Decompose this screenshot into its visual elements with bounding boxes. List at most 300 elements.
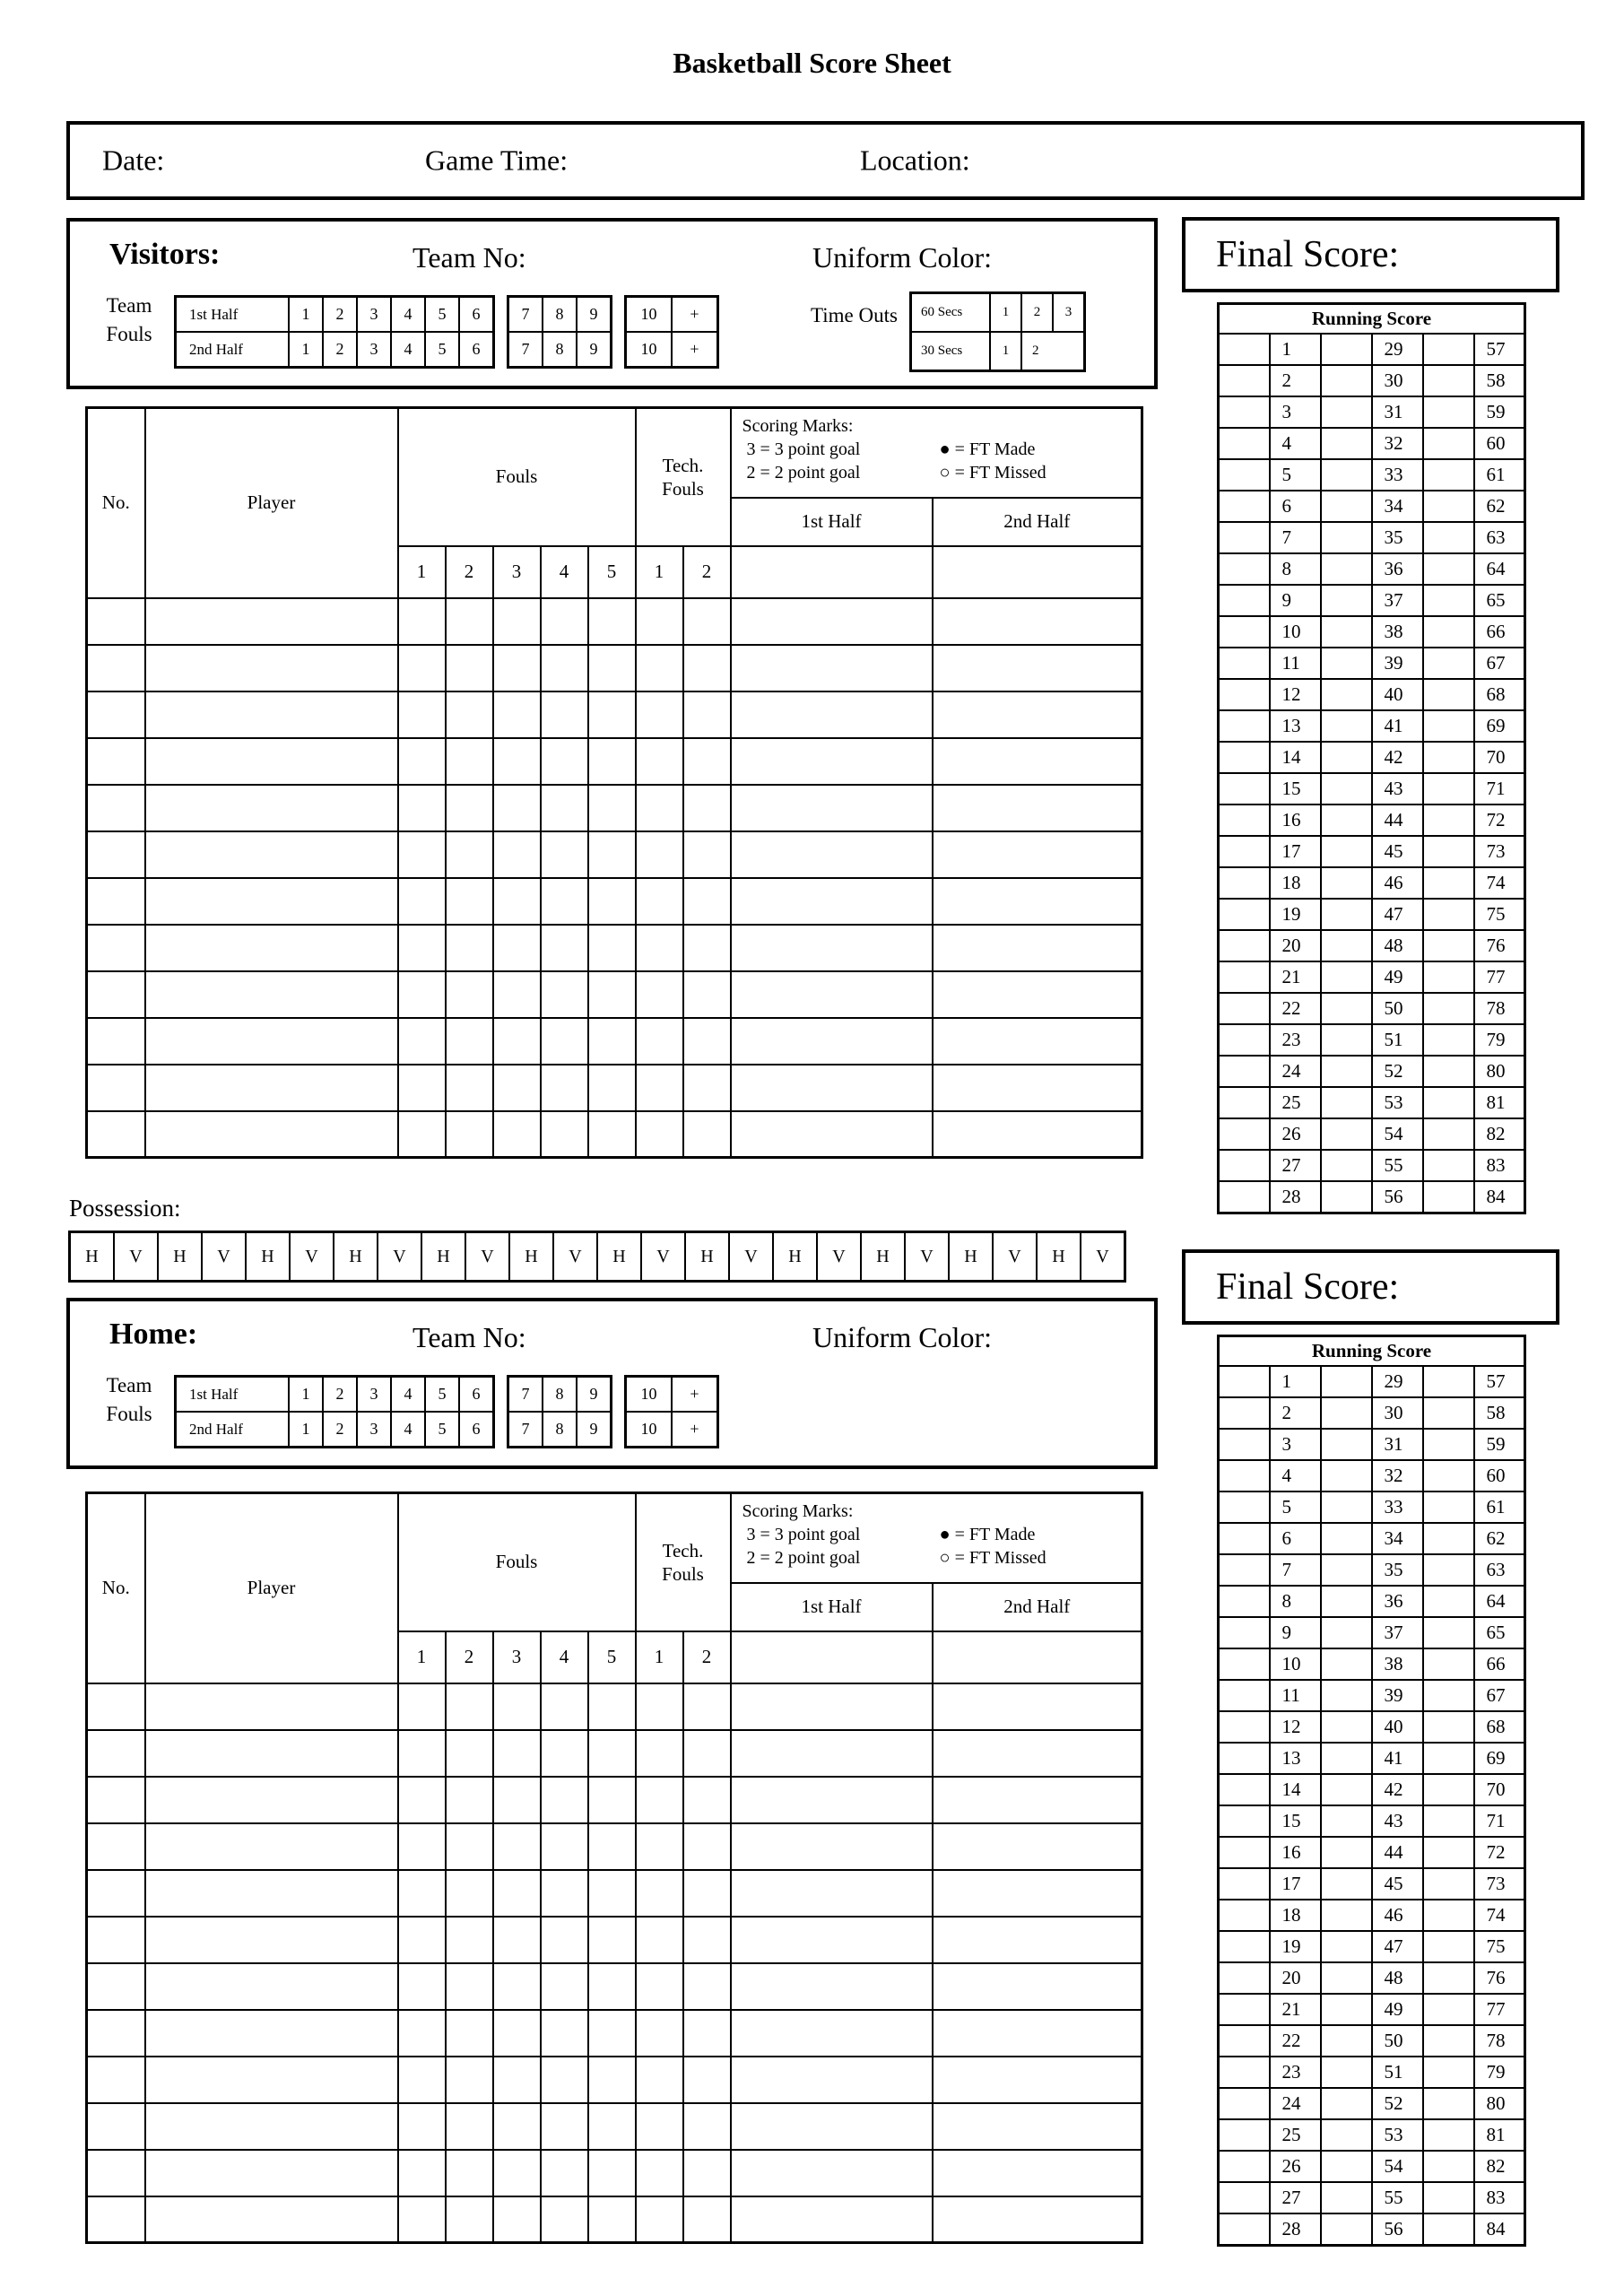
score-entry-cell — [1321, 2025, 1372, 2057]
score-number-cell: 26 — [1270, 2151, 1321, 2182]
tech-foul-cell — [636, 1730, 683, 1777]
player-name-cell — [145, 1963, 398, 2010]
final-score-label: Final Score: — [1216, 1266, 1400, 1308]
running-score-row — [1219, 1366, 1525, 1397]
team-fouls-label-line: Fouls — [106, 1403, 152, 1425]
tech-foul-cell — [683, 2103, 731, 2150]
uniform-color-label: Uniform Color: — [812, 241, 992, 274]
foul-cell — [493, 645, 541, 691]
score-number-cell: 19 — [1270, 899, 1321, 930]
foul-cell — [398, 2150, 446, 2196]
player-row — [87, 1065, 1142, 1111]
foul-cell — [588, 1018, 636, 1065]
team-foul-cell: 10 — [626, 332, 673, 368]
foul-cell — [398, 971, 446, 1018]
second-half-column-header: 2nd Half — [933, 1583, 1142, 1631]
score-number-cell: 73 — [1474, 1868, 1525, 1900]
score-number-cell: 36 — [1372, 553, 1423, 585]
foul-cell — [541, 1823, 588, 1870]
tech-foul-cell — [683, 738, 731, 785]
player-no-cell — [87, 1065, 145, 1111]
foul-number-header: 3 — [493, 546, 541, 598]
score-number-cell: 81 — [1474, 1087, 1525, 1118]
first-half-score-cell — [731, 1730, 933, 1777]
foul-cell — [588, 1683, 636, 1730]
score-number-cell: 12 — [1270, 679, 1321, 710]
foul-cell — [541, 1683, 588, 1730]
possession-cell: H — [773, 1232, 817, 1282]
no-column-header: No. — [87, 408, 145, 598]
score-entry-cell — [1321, 899, 1372, 930]
score-entry-cell — [1219, 2213, 1270, 2246]
team-foul-cell: 5 — [425, 332, 459, 368]
scoring-mark-item: ● = FT Made — [939, 439, 1036, 459]
foul-cell — [493, 878, 541, 925]
running-score-row — [1219, 334, 1525, 365]
score-number-cell: 37 — [1372, 585, 1423, 616]
score-entry-cell — [1423, 1118, 1474, 1150]
score-entry-cell — [1321, 1648, 1372, 1680]
score-entry-cell — [1219, 1931, 1270, 1962]
score-entry-cell — [1321, 616, 1372, 648]
foul-number-header: 3 — [493, 1631, 541, 1683]
first-half-score-cell — [731, 785, 933, 831]
foul-cell — [541, 2150, 588, 2196]
score-entry-cell — [1321, 1460, 1372, 1492]
possession-cell: H — [685, 1232, 729, 1282]
possession-cell: V — [290, 1232, 334, 1282]
tech-foul-cell — [683, 2010, 731, 2057]
score-number-cell: 30 — [1372, 1397, 1423, 1429]
score-number-cell: 44 — [1372, 804, 1423, 836]
score-entry-cell — [1423, 804, 1474, 836]
foul-cell — [541, 1111, 588, 1158]
team-foul-cell: 5 — [425, 1412, 459, 1448]
running-score-row — [1219, 993, 1525, 1024]
second-half-score-cell — [933, 2150, 1142, 2196]
score-entry-cell — [1423, 553, 1474, 585]
score-number-cell: 41 — [1372, 1743, 1423, 1774]
score-number-cell: 8 — [1270, 1586, 1321, 1617]
team-fouls-strip — [174, 295, 719, 369]
foul-cell — [493, 971, 541, 1018]
foul-cell — [446, 2103, 493, 2150]
score-entry-cell — [1219, 1868, 1270, 1900]
team-fouls-group — [624, 1375, 719, 1448]
foul-cell — [541, 1963, 588, 2010]
tech-foul-cell — [683, 831, 731, 878]
score-number-cell: 70 — [1474, 742, 1525, 773]
home-player-table — [85, 1492, 1143, 2244]
tech-foul-cell — [636, 831, 683, 878]
score-entry-cell — [1423, 648, 1474, 679]
team-fouls-group — [507, 295, 612, 369]
score-entry-cell — [1423, 1429, 1474, 1460]
second-half-score-cell — [933, 645, 1142, 691]
team-foul-cell: 1 — [289, 1377, 323, 1413]
tech-foul-cell — [636, 691, 683, 738]
score-entry-cell — [1321, 867, 1372, 899]
first-half-score-cell — [731, 1870, 933, 1917]
team-fouls-label — [88, 291, 170, 349]
foul-cell — [588, 2103, 636, 2150]
score-entry-cell — [1423, 1087, 1474, 1118]
tech-foul-cell — [683, 1917, 731, 1963]
scoring-mark-item: ● = FT Made — [939, 1525, 1036, 1544]
scoring-mark-item: 3 = 3 point goal — [746, 439, 861, 459]
score-entry-cell — [1321, 710, 1372, 742]
team-no-label: Team No: — [413, 1321, 526, 1353]
scoring-marks-legend — [731, 408, 1142, 498]
player-row — [87, 2010, 1142, 2057]
tech-foul-cell — [636, 2057, 683, 2103]
visitors-section-box — [66, 218, 1158, 389]
score-number-cell: 2 — [1270, 1397, 1321, 1429]
score-number-cell: 80 — [1474, 2088, 1525, 2119]
player-row — [87, 831, 1142, 878]
foul-number-header: 5 — [588, 1631, 636, 1683]
first-half-score-cell — [731, 2196, 933, 2243]
tech-foul-cell — [683, 1730, 731, 1777]
foul-cell — [493, 1823, 541, 1870]
foul-cell — [493, 738, 541, 785]
score-entry-cell — [1321, 804, 1372, 836]
score-number-cell: 3 — [1270, 1429, 1321, 1460]
foul-cell — [588, 1111, 636, 1158]
scoring-marks-title: Scoring Marks: — [742, 416, 854, 436]
team-foul-cell: 9 — [577, 1412, 612, 1448]
foul-cell — [588, 1870, 636, 1917]
score-number-cell: 66 — [1474, 1648, 1525, 1680]
score-number-cell: 42 — [1372, 742, 1423, 773]
score-entry-cell — [1321, 1554, 1372, 1586]
running-score-row — [1219, 1056, 1525, 1087]
score-number-cell: 79 — [1474, 1024, 1525, 1056]
score-entry-cell — [1219, 1680, 1270, 1711]
score-number-cell: 54 — [1372, 1118, 1423, 1150]
score-number-cell: 33 — [1372, 1492, 1423, 1523]
score-entry-cell — [1423, 1554, 1474, 1586]
score-entry-cell — [1423, 585, 1474, 616]
score-number-cell: 40 — [1372, 1711, 1423, 1743]
score-number-cell: 50 — [1372, 2025, 1423, 2057]
score-number-cell: 37 — [1372, 1617, 1423, 1648]
score-entry-cell — [1423, 1868, 1474, 1900]
score-number-cell: 7 — [1270, 522, 1321, 553]
home-section-box — [66, 1298, 1158, 1469]
running-score-row — [1219, 804, 1525, 836]
team-fouls-group — [624, 295, 719, 369]
foul-cell — [446, 2057, 493, 2103]
first-half-score-cell — [731, 738, 933, 785]
score-entry-cell — [1219, 1429, 1270, 1460]
score-entry-cell — [1219, 334, 1270, 365]
player-name-cell — [145, 2150, 398, 2196]
player-name-cell — [145, 1823, 398, 1870]
second-half-score-cell — [933, 1917, 1142, 1963]
tech-foul-cell — [683, 1963, 731, 2010]
team-foul-cell: 2 — [323, 1377, 357, 1413]
possession-cell: V — [1081, 1232, 1125, 1282]
possession-cell: H — [158, 1232, 202, 1282]
foul-cell — [493, 2150, 541, 2196]
score-number-cell: 36 — [1372, 1586, 1423, 1617]
score-entry-cell — [1219, 1366, 1270, 1397]
score-entry-cell — [1423, 2119, 1474, 2151]
score-entry-cell — [1321, 2182, 1372, 2213]
score-entry-cell — [1321, 1118, 1372, 1150]
score-number-cell: 59 — [1474, 1429, 1525, 1460]
running-score-row — [1219, 459, 1525, 491]
second-half-score-cell — [933, 1730, 1142, 1777]
score-entry-cell — [1423, 2151, 1474, 2182]
score-entry-cell — [1321, 2151, 1372, 2182]
score-number-cell: 63 — [1474, 522, 1525, 553]
score-number-cell: 14 — [1270, 1774, 1321, 1805]
tech-foul-cell — [636, 1870, 683, 1917]
score-number-cell: 14 — [1270, 742, 1321, 773]
score-number-cell: 50 — [1372, 993, 1423, 1024]
score-number-cell: 82 — [1474, 2151, 1525, 2182]
team-fouls-row — [508, 332, 612, 368]
foul-number-header: 5 — [588, 546, 636, 598]
score-entry-cell — [1219, 491, 1270, 522]
score-entry-cell — [1219, 553, 1270, 585]
running-score-row — [1219, 1586, 1525, 1617]
visitors-title: Visitors: — [109, 238, 221, 271]
score-entry-cell — [1321, 1087, 1372, 1118]
score-number-cell: 25 — [1270, 2119, 1321, 2151]
score-entry-cell — [1219, 679, 1270, 710]
tech-foul-cell — [683, 1823, 731, 1870]
running-score-row — [1219, 365, 1525, 396]
score-entry-cell — [1321, 2057, 1372, 2088]
score-number-cell: 71 — [1474, 1805, 1525, 1837]
running-score-row — [1219, 522, 1525, 553]
foul-cell — [398, 1065, 446, 1111]
foul-cell — [398, 1777, 446, 1823]
score-entry-cell — [1219, 930, 1270, 961]
score-number-cell: 1 — [1270, 334, 1321, 365]
foul-cell — [398, 1683, 446, 1730]
player-column-header: Player — [145, 1493, 398, 1683]
score-entry-cell — [1423, 2213, 1474, 2246]
score-entry-cell — [1321, 742, 1372, 773]
score-number-cell: 67 — [1474, 648, 1525, 679]
tech-foul-cell — [636, 971, 683, 1018]
score-number-cell: 66 — [1474, 616, 1525, 648]
score-number-cell: 49 — [1372, 1994, 1423, 2025]
second-half-score-cell — [933, 2010, 1142, 2057]
team-foul-cell: 7 — [508, 1377, 543, 1413]
tech-fouls-column-header — [636, 1493, 731, 1631]
score-number-cell: 51 — [1372, 2057, 1423, 2088]
score-entry-cell — [1321, 836, 1372, 867]
score-entry-cell — [1321, 1056, 1372, 1087]
foul-cell — [588, 971, 636, 1018]
score-entry-cell — [1219, 396, 1270, 428]
foul-cell — [446, 1065, 493, 1111]
player-row — [87, 1730, 1142, 1777]
score-number-cell: 31 — [1372, 1429, 1423, 1460]
score-number-cell: 10 — [1270, 616, 1321, 648]
team-fouls-group — [507, 1375, 612, 1448]
score-entry-cell — [1321, 1900, 1372, 1931]
score-entry-cell — [1321, 2119, 1372, 2151]
score-entry-cell — [1219, 2057, 1270, 2088]
player-row — [87, 2057, 1142, 2103]
score-number-cell: 34 — [1372, 1523, 1423, 1554]
player-row — [87, 2103, 1142, 2150]
score-number-cell: 40 — [1372, 679, 1423, 710]
tech-foul-cell — [683, 1870, 731, 1917]
score-entry-cell — [1219, 1648, 1270, 1680]
team-foul-cell: 1 — [289, 332, 323, 368]
foul-cell — [398, 1730, 446, 1777]
foul-cell — [588, 645, 636, 691]
score-entry-cell — [1219, 1523, 1270, 1554]
player-name-cell — [145, 598, 398, 645]
player-no-cell — [87, 831, 145, 878]
foul-cell — [493, 831, 541, 878]
team-foul-cell: 2 — [323, 1412, 357, 1448]
score-entry-cell — [1423, 616, 1474, 648]
score-entry-cell — [1219, 2151, 1270, 2182]
score-number-cell: 27 — [1270, 1150, 1321, 1181]
foul-cell — [398, 2103, 446, 2150]
foul-cell — [446, 598, 493, 645]
player-name-cell — [145, 1730, 398, 1777]
score-entry-cell — [1219, 2182, 1270, 2213]
team-foul-cell: 7 — [508, 1412, 543, 1448]
tech-foul-cell — [683, 925, 731, 971]
score-entry-cell — [1321, 1868, 1372, 1900]
foul-cell — [541, 971, 588, 1018]
score-number-cell: 23 — [1270, 2057, 1321, 2088]
score-number-cell: 78 — [1474, 993, 1525, 1024]
foul-cell — [493, 1111, 541, 1158]
possession-cell: H — [421, 1232, 465, 1282]
foul-cell — [588, 598, 636, 645]
player-row — [87, 1777, 1142, 1823]
foul-cell — [446, 691, 493, 738]
foul-cell — [446, 1963, 493, 2010]
tech-foul-cell — [636, 2150, 683, 2196]
team-foul-cell: 4 — [391, 297, 425, 333]
player-no-cell — [87, 1683, 145, 1730]
foul-cell — [398, 2057, 446, 2103]
score-number-cell: 84 — [1474, 2213, 1525, 2246]
first-half-score-cell — [731, 2150, 933, 2196]
foul-cell — [446, 878, 493, 925]
score-number-cell: 74 — [1474, 867, 1525, 899]
team-foul-cell: 1 — [289, 1412, 323, 1448]
score-entry-cell — [1423, 1586, 1474, 1617]
time-outs-table — [909, 291, 1086, 372]
player-name-cell — [145, 971, 398, 1018]
score-entry-cell — [1321, 1492, 1372, 1523]
team-foul-cell: 4 — [391, 1412, 425, 1448]
running-score-row — [1219, 1805, 1525, 1837]
score-number-cell: 35 — [1372, 522, 1423, 553]
score-number-cell: 23 — [1270, 1024, 1321, 1056]
foul-cell — [588, 1730, 636, 1777]
team-fouls-row-label: 2nd Half — [176, 1412, 290, 1448]
score-number-cell: 83 — [1474, 1150, 1525, 1181]
score-entry-cell — [1321, 553, 1372, 585]
player-no-cell — [87, 785, 145, 831]
team-foul-cell: 8 — [543, 1377, 577, 1413]
score-entry-cell — [1423, 1024, 1474, 1056]
tech-foul-cell — [636, 785, 683, 831]
score-entry-cell — [1321, 1680, 1372, 1711]
score-entry-cell — [1321, 1429, 1372, 1460]
player-row — [87, 1823, 1142, 1870]
score-entry-cell — [1423, 1460, 1474, 1492]
score-entry-cell — [1423, 491, 1474, 522]
score-entry-cell — [1219, 710, 1270, 742]
foul-cell — [398, 1018, 446, 1065]
score-number-cell: 54 — [1372, 2151, 1423, 2182]
score-entry-cell — [1219, 836, 1270, 867]
player-name-cell — [145, 1018, 398, 1065]
foul-cell — [398, 1823, 446, 1870]
score-entry-cell — [1423, 1680, 1474, 1711]
foul-cell — [588, 2150, 636, 2196]
foul-cell — [588, 1917, 636, 1963]
player-no-cell — [87, 2103, 145, 2150]
score-entry-cell — [1321, 459, 1372, 491]
foul-cell — [541, 738, 588, 785]
score-entry-cell — [1321, 679, 1372, 710]
tech-foul-cell — [683, 691, 731, 738]
running-score-row — [1219, 2057, 1525, 2088]
score-entry-cell — [1219, 1962, 1270, 1994]
score-entry-cell — [1423, 1994, 1474, 2025]
score-number-cell: 3 — [1270, 396, 1321, 428]
score-number-cell: 47 — [1372, 899, 1423, 930]
second-half-score-cell — [933, 1065, 1142, 1111]
score-entry-cell — [1219, 365, 1270, 396]
score-entry-cell — [1423, 2182, 1474, 2213]
running-score-row — [1219, 1397, 1525, 1429]
player-no-cell — [87, 738, 145, 785]
score-number-cell: 53 — [1372, 2119, 1423, 2151]
player-row — [87, 1018, 1142, 1065]
player-row — [87, 878, 1142, 925]
team-foul-cell: + — [672, 297, 718, 333]
score-entry-cell — [1423, 930, 1474, 961]
scoring-marks-legend — [731, 1493, 1142, 1583]
tech-foul-cell — [636, 738, 683, 785]
team-fouls-group — [174, 295, 495, 369]
score-number-cell: 61 — [1474, 1492, 1525, 1523]
score-entry-cell — [1219, 1586, 1270, 1617]
score-number-cell: 78 — [1474, 2025, 1525, 2057]
scoring-marks-title: Scoring Marks: — [742, 1501, 854, 1521]
possession-cell: V — [465, 1232, 509, 1282]
player-no-cell — [87, 2057, 145, 2103]
score-entry-cell — [1321, 1024, 1372, 1056]
no-column-header: No. — [87, 1493, 145, 1683]
tech-foul-cell — [636, 2196, 683, 2243]
foul-cell — [398, 831, 446, 878]
fouls-column-header: Fouls — [398, 408, 636, 546]
foul-cell — [446, 1823, 493, 1870]
score-number-cell: 76 — [1474, 1962, 1525, 1994]
score-entry-cell — [1219, 459, 1270, 491]
second-half-score-cell — [933, 1823, 1142, 1870]
